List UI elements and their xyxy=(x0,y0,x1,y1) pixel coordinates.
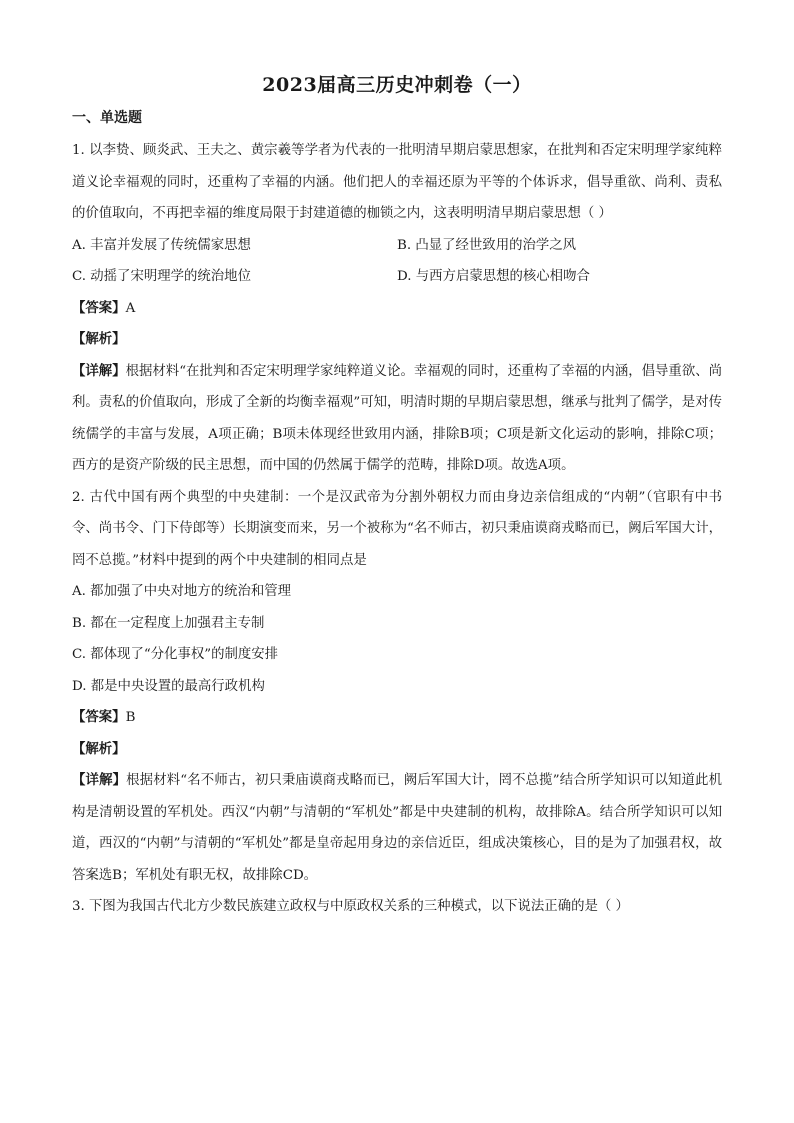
question-2-analysis xyxy=(72,734,722,766)
question-1-detail xyxy=(72,356,722,482)
detail-label: 【详解】 xyxy=(72,362,126,379)
question-2-option-c: C. 都体现了“分化事权”的制度安排 xyxy=(72,647,279,662)
page-title: 2023届高三历史冲刺卷（一） xyxy=(262,74,532,96)
answer-value: A xyxy=(125,300,136,316)
question-1-options-row-1 xyxy=(72,230,722,262)
question-1-option-c: C. 动摇了宋明理学的统治地位 xyxy=(72,269,251,284)
answer-label: 【答案】 xyxy=(72,299,126,316)
question-2-answer xyxy=(72,702,722,734)
question-1-analysis xyxy=(72,324,722,356)
detail-label: 【详解】 xyxy=(72,772,127,788)
detail-text: 根据材料“名不师古，初只秉庙谟商戎略而已，阙后军国大计，罔不总揽”结合所学知识可以知道此机构是清朝设置的军机处。西汉“内朝”与清朝的“军机处”都是中央建制的机构，故排除A。结合所学知识可以知道，西汉的“内朝”与清朝的“军机处”都是皇帝起用身边的亲信近臣，组成决策核心，目的是为了加强君权，故答案选B；军机处有职无权，故排除CD。 xyxy=(72,773,722,883)
question-3 xyxy=(72,891,722,923)
question-3-stem: 3. 下图为我国古代北方少数民族建立政权与中原政权关系的三种模式，以下说法正确的是（ ） xyxy=(72,899,629,914)
question-1-stem: 1. 以李贽、顾炎武、王夫之、黄宗羲等学者为代表的一批明清早期启蒙思想家，在批判和否定宋明理学家纯粹道义论幸福观的同时，还重构了幸福的内涵。他们把人的幸福还原为平等的个体诉求，倡导重欲、尚利、责私的价值取向，不再把幸福的维度局限于封建道德的枷锁之内，这表明明清早期启蒙思想（ ） xyxy=(72,143,722,221)
answer-label: 【答案】 xyxy=(72,709,126,725)
question-2-option-d: D. 都是中央设置的最高行政机构 xyxy=(72,678,265,694)
question-2-option-a: A. 都加强了中央对地方的统治和管理 xyxy=(72,584,292,599)
question-1-option-a: A. 丰富并发展了传统儒家思想 xyxy=(72,237,251,253)
question-2-option-b: B. 都在一定程度上加强君主专制 xyxy=(72,615,265,631)
question-1-option-b: B. 凸显了经世致用的治学之风 xyxy=(397,237,577,253)
analysis-label: 【解析】 xyxy=(72,331,126,347)
question-1-options-row-2 xyxy=(72,261,722,293)
question-2-stem: 2. 古代中国有两个典型的中央建制：一个是汉武帝为分割外朝权力而由身边亲信组成的“内朝”（官职有中书令、尚书令、门下侍郎等）长期演变而来，另一个被称为“名不师古，初只秉庙谟商戎略而已，阙后军国大计，罔不总揽。”材料中提到的两个中央建制的相同点是 xyxy=(72,489,722,568)
analysis-label: 【解析】 xyxy=(72,740,126,757)
answer-value: B xyxy=(125,710,136,725)
section-heading: 一、单选题 xyxy=(72,110,142,126)
detail-text: 根据材料“在批判和否定宋明理学家纯粹道义论。幸福观的同时，还重构了幸福的内涵，倡导重欲、尚利。责私的价值取向，形成了全新的均衡幸福观”可知，明清时期的早期启蒙思想，继承与批判了儒学，是对传统儒学的丰富与发展，A项正确；B项未体现经世致用内涵，排除B项；C项是新文化运动的影响，排除C项；西方的是资产阶级的民主思想，而中国的仍然属于儒学的范畴，排除D项。故选A项。 xyxy=(72,363,723,473)
question-1-answer xyxy=(72,293,722,325)
question-1-option-d: D. 与西方启蒙思想的核心相吻合 xyxy=(397,269,590,284)
question-2-detail xyxy=(72,765,722,891)
question-1 xyxy=(72,135,722,482)
question-2 xyxy=(72,482,722,892)
